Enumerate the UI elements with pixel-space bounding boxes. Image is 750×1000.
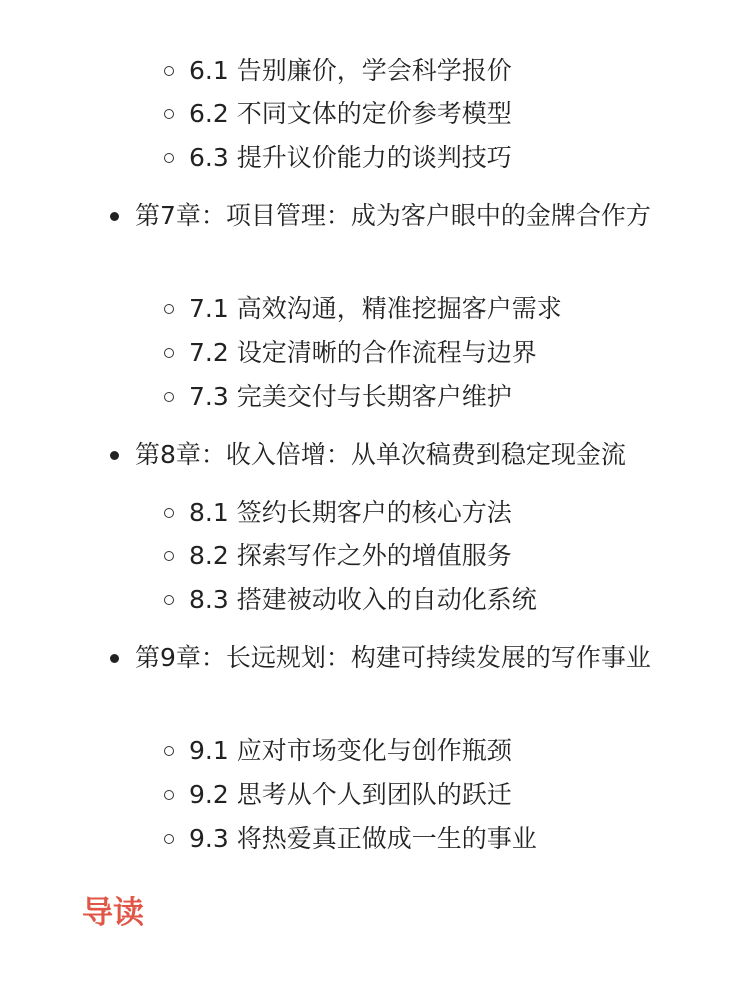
hollow-bullet-icon [164, 551, 174, 561]
toc-sub-item-label: 7.3 完美交付与长期客户维护 [189, 382, 512, 411]
toc-sub-item-label: 8.2 探索写作之外的增值服务 [189, 541, 512, 570]
hollow-bullet-icon [164, 153, 174, 163]
toc-sub-item-label: 6.2 不同文体的定价参考模型 [189, 99, 512, 128]
section-heading: 导读 [82, 895, 144, 931]
toc-sub-item-label: 9.3 将热爱真正做成一生的事业 [189, 824, 537, 853]
hollow-bullet-icon [164, 109, 174, 119]
hollow-bullet-icon [164, 348, 174, 358]
toc-chapter-title: 第9章：长远规划：构建可持续发展的写作事业 [135, 643, 651, 672]
toc-sub-item-label: 7.1 高效沟通，精准挖掘客户需求 [189, 294, 562, 323]
filled-bullet-icon [110, 212, 119, 221]
toc-chapter-title: 第7章：项目管理：成为客户眼中的金牌合作方 [135, 201, 651, 230]
hollow-bullet-icon [164, 595, 174, 605]
toc-chapter-title: 第8章：收入倍增：从单次稿费到稳定现金流 [135, 440, 626, 469]
filled-bullet-icon [110, 451, 119, 460]
toc-sub-item-label: 6.1 告别廉价，学会科学报价 [189, 56, 512, 85]
toc-sub-item-label: 9.1 应对市场变化与创作瓶颈 [189, 736, 512, 765]
hollow-bullet-icon [164, 66, 174, 76]
toc-sub-item-label: 8.3 搭建被动收入的自动化系统 [189, 585, 537, 614]
hollow-bullet-icon [164, 392, 174, 402]
hollow-bullet-icon [164, 834, 174, 844]
toc-sub-item-label: 8.1 签约长期客户的核心方法 [189, 498, 512, 527]
hollow-bullet-icon [164, 790, 174, 800]
toc-sub-item-label: 9.2 思考从个人到团队的跃迁 [189, 780, 512, 809]
filled-bullet-icon [110, 654, 119, 663]
hollow-bullet-icon [164, 304, 174, 314]
toc-sub-item-label: 7.2 设定清晰的合作流程与边界 [189, 338, 537, 367]
hollow-bullet-icon [164, 746, 174, 756]
hollow-bullet-icon [164, 508, 174, 518]
toc-sub-item-label: 6.3 提升议价能力的谈判技巧 [189, 143, 512, 172]
